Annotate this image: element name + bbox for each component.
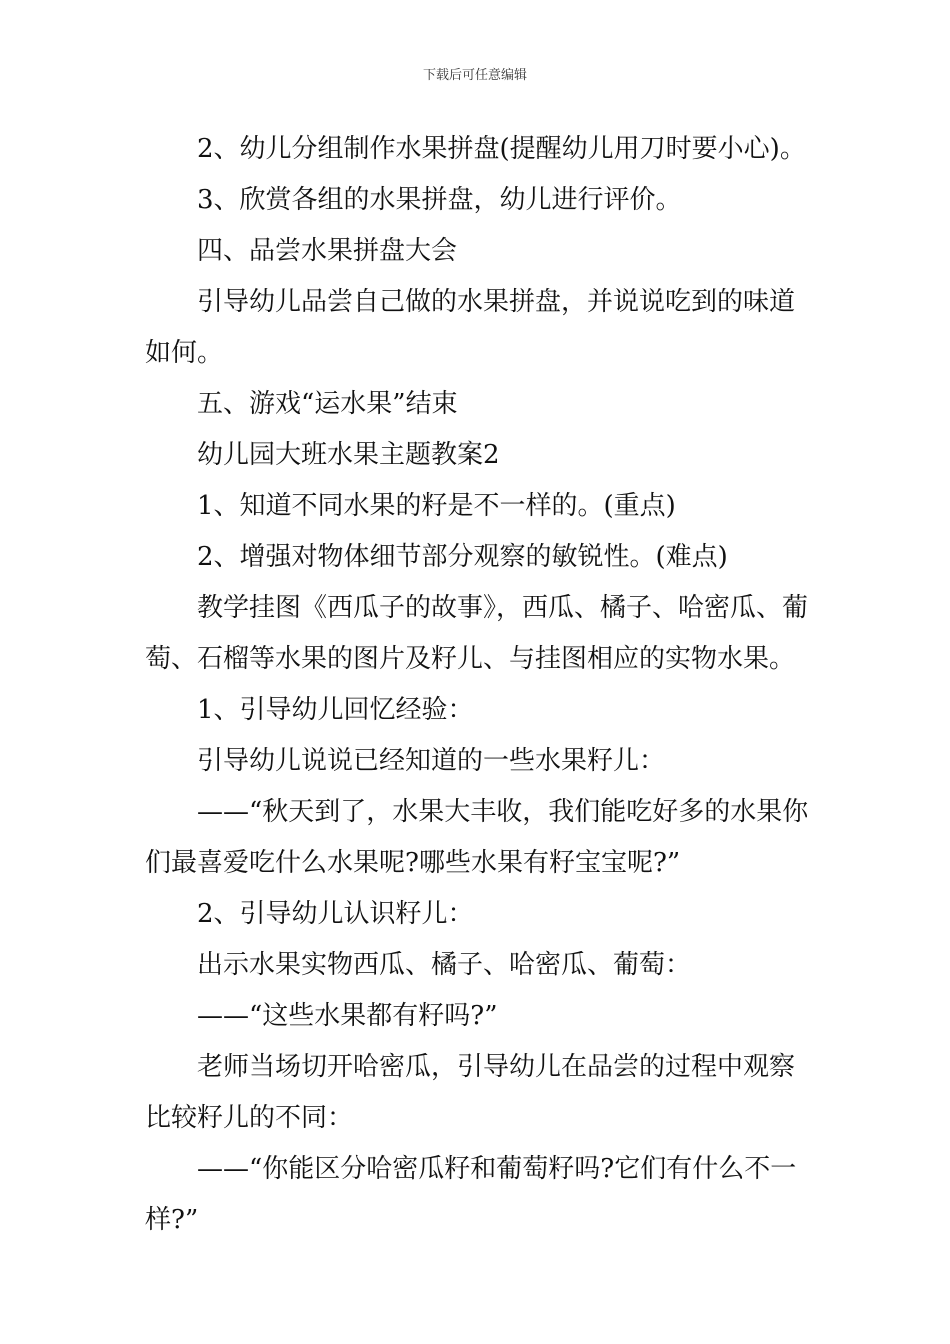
paragraph-1: 2、幼儿分组制作水果拼盘(提醒幼儿用刀时要小心)。 xyxy=(197,134,806,164)
lesson-title: 幼儿园大班水果主题教案2 xyxy=(197,440,500,470)
page-header: 下载后可任意编辑 xyxy=(422,68,527,83)
section-heading-5: 五、游戏“运水果”结束 xyxy=(197,389,458,419)
paragraph-6: 老师当场切开哈密瓜，引导幼儿在品尝的过程中观察比较籽儿的不同： xyxy=(145,1052,796,1133)
quote-2: ——“这些水果都有籽吗?” xyxy=(197,1001,498,1031)
paragraph-4: 引导幼儿说说已经知道的一些水果籽儿： xyxy=(197,746,666,776)
materials-paragraph: 教学挂图《西瓜子的故事》，西瓜、橘子、哈密瓜、葡萄、石榴等水果的图片及籽儿、与挂图相应的实物水果。 xyxy=(145,593,809,674)
section-heading-4: 四、品尝水果拼盘大会 xyxy=(197,236,458,266)
goal-2: 2、增强对物体细节部分观察的敏锐性。(难点) xyxy=(197,542,728,572)
document-body xyxy=(145,124,810,1246)
step-1-heading: 1、引导幼儿回忆经验： xyxy=(197,695,474,725)
paragraph-2: 3、欣赏各组的水果拼盘，幼儿进行评价。 xyxy=(197,185,682,215)
quote-1: ——“秋天到了，水果大丰收，我们能吃好多的水果你们最喜爱吃什么水果呢?哪些水果有籽宝宝呢?” xyxy=(145,797,809,878)
quote-3: ——“你能区分哈密瓜籽和葡萄籽吗?它们有什么不一样?” xyxy=(145,1154,797,1235)
paragraph-5: 出示水果实物西瓜、橘子、哈密瓜、葡萄： xyxy=(197,950,692,980)
step-2-heading: 2、引导幼儿认识籽儿： xyxy=(197,899,474,929)
goal-1: 1、知道不同水果的籽是不一样的。(重点) xyxy=(197,491,676,521)
paragraph-3: 引导幼儿品尝自己做的水果拼盘，并说说吃到的味道如何。 xyxy=(145,287,796,368)
